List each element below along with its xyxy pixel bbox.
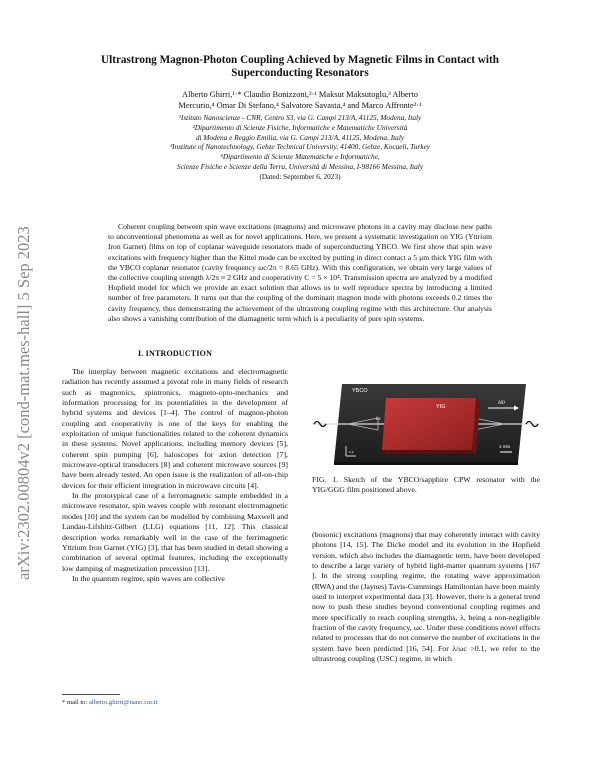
label-yig: YIG <box>436 404 446 410</box>
intro-paragraph-1: The interplay between magnetic excitations and electromagnetic radiation has recently assumed a pivotal role in many fields of research such as magnonics, spintronics, magneto-opto-mechanics and information processing for its potentialities in the development of hybrid systems and devices [1–4]. The control of magnon-photon coupling and cooperativity is one of the keys for enabling the exploitation of unique functionalities related to the coherent dynamics in these systems. Novel applications, including memory devices [5], coherent spin pumping [6], haloscopes for axion detection [7], microwave-optical transducers [8] and coherent microwave sources [9] have been already tested. An open issue is the realization of all-on-chip devices for their efficient integration in microwave circuits [4]. <box>62 367 288 490</box>
label-ybco: YBCO <box>352 388 368 394</box>
abstract-text: Coherent coupling between spin wave excitations (magnons) and microwave photons in a cavity may disclose new paths to unconventional phenomena as well as for novel applications. Here, we present a systematic investigation on YIG (Yttrium Iron Garnet) films on top of coplanar waveguide resonators made of superconducting YBCO. We first show that spin wave excitations with frequency higher than the Kittel mode can be excited by putting in direct contact a 5 μm thick YIG film with the YBCO coplanar resonator (cavity frequency ωc/2π = 8.65 GHz). With this configuration, we obtain very large values of the collective coupling strength λ/2π ≈ 2 GHz and cooperativity C = 5 × 10⁴. Transmission spectra are analyzed by a modified Hopfield model for which we provide an exact solution that allows us to well reproduce spectra by introducing a limited number of free parameters. It turns out that the coupling of the dominant magnon mode with photons exceeds 0.2 times the cavity frequency, thus demonstrating the achievement of the ultrastrong coupling regime with this architecture. Our analysis also shows a vanishing contribution of the diamagnetic term which is a peculiarity of pure spin systems. <box>108 222 492 323</box>
label-h0: H0 <box>498 400 505 406</box>
email-link[interactable]: alberto.ghirri@nano.cnr.it <box>88 699 158 706</box>
affiliation-line: ²Dipartimento di Scienze Fisiche, Informatiche e Matematiche Università <box>192 122 408 132</box>
author-list <box>70 89 530 111</box>
arxiv-side-label: arXiv:2302.00804v2 [cond-mat.mes-hall] 5 Sep 2023 <box>14 226 33 580</box>
abstract <box>108 222 492 324</box>
right-column-text: (bosonic) excitations (magnons) that may coherently interact with cavity photons [14, 15]. The Dicke model and its evolution in the Hopfield version, which also includes the diamagnetic term, have been developed to describe a large variety of hybrid light-matter quantum systems [167 ]. In the strong coupling regime, the rotating wave approximation (RWA) and the (Jaynes) Tavis-Cummings Hamiltonian have been mainly used to interpret experimental data [3]. However, there is a general trend now to push these studies beyond conventional coupling regimes and more specifically to reach coupling strengths, λ, being a non-negligible fraction of the cavity frequency, ωc. Under these conditions novel effects related to processes that do not conserve the number of excitations in the system have been predicted [16, 54]. For λ/ωc >0.1, we refer to the ultrastrong coupling (USC) regime, in which <box>312 530 540 664</box>
figure-1 <box>312 378 540 466</box>
figure-caption: FIG. 1. Sketch of the YBCO/sapphire CPW resonator with the YIG/GGG film positioned above. <box>312 475 540 495</box>
intro-paragraph-2: In the prototypical case of a ferromagnetic sample embedded in a microwave resonator, spin waves couple with resonant electromagnetic modes [10] and the system can be modelled by combining Maxwell and Landau-Lifshitz-Gilbert (LLG) equations [11, 12]. This classical description works remarkably well in the case of the ferrimagnetic Yttrium Iron Garnet (YIG) [3], that has been studied in detail showing a combination of several optimal features, including the exceptionally low damping of magnetization precession [13]. <box>62 491 288 573</box>
label-scale: 1 mm <box>499 444 511 449</box>
resonator-sketch <box>312 378 540 466</box>
label-axes: x y <box>349 449 354 454</box>
footnote <box>62 698 288 707</box>
author-line: Mercurio,⁴ Omar Di Stefano,⁴ Salvatore Savasta,⁴ and Marco Affronte²·¹ <box>178 101 422 110</box>
label-hx: hx <box>376 417 381 422</box>
substrate-edge <box>334 462 518 465</box>
footnote-rule <box>62 694 120 695</box>
left-column <box>62 367 288 584</box>
yig-film-bottom <box>382 450 476 454</box>
paper-title: Ultrastrong Magnon-Photon Coupling Achieved by Magnetic Films in Contact with Superconducting Resonators <box>101 54 499 79</box>
affiliation-line: di Modena e Reggio Emilia, via G. Campi 213/A, 41125, Modena, Italy <box>195 132 405 142</box>
footnote-prefix: * mail to: <box>62 699 89 706</box>
right-column <box>312 530 540 664</box>
affiliation-line: ¹Istituto Nanoscienze - CNR, Centro S3, via G. Campi 213/A, 41125, Modena, Italy <box>178 113 422 122</box>
intro-paragraph-3: In the quantum regime, spin waves are collective <box>72 573 225 583</box>
affiliation-line: ⁴Dipartimento di Scienze Matematiche e Informatiche, <box>220 152 380 162</box>
affiliation-line: Scienze Fisiche e Scienze della Terra, Università di Messina, I-98166 Messina, Italy <box>176 161 424 171</box>
section-heading-introduction: I. INTRODUCTION <box>137 349 213 358</box>
affiliations <box>70 113 530 182</box>
author-line: Alberto Ghirri,¹·* Claudio Bonizzoni,²·¹ Maksut Maksutoglu,³ Alberto <box>182 90 418 99</box>
dated-line: (Dated: September 6, 2023) <box>259 171 341 181</box>
affiliation-line: ³Institute of Nanotechnology, Gebze Technical University, 41400, Gebze, Kocaeli, Turkey <box>169 142 431 152</box>
yig-film <box>382 398 476 450</box>
